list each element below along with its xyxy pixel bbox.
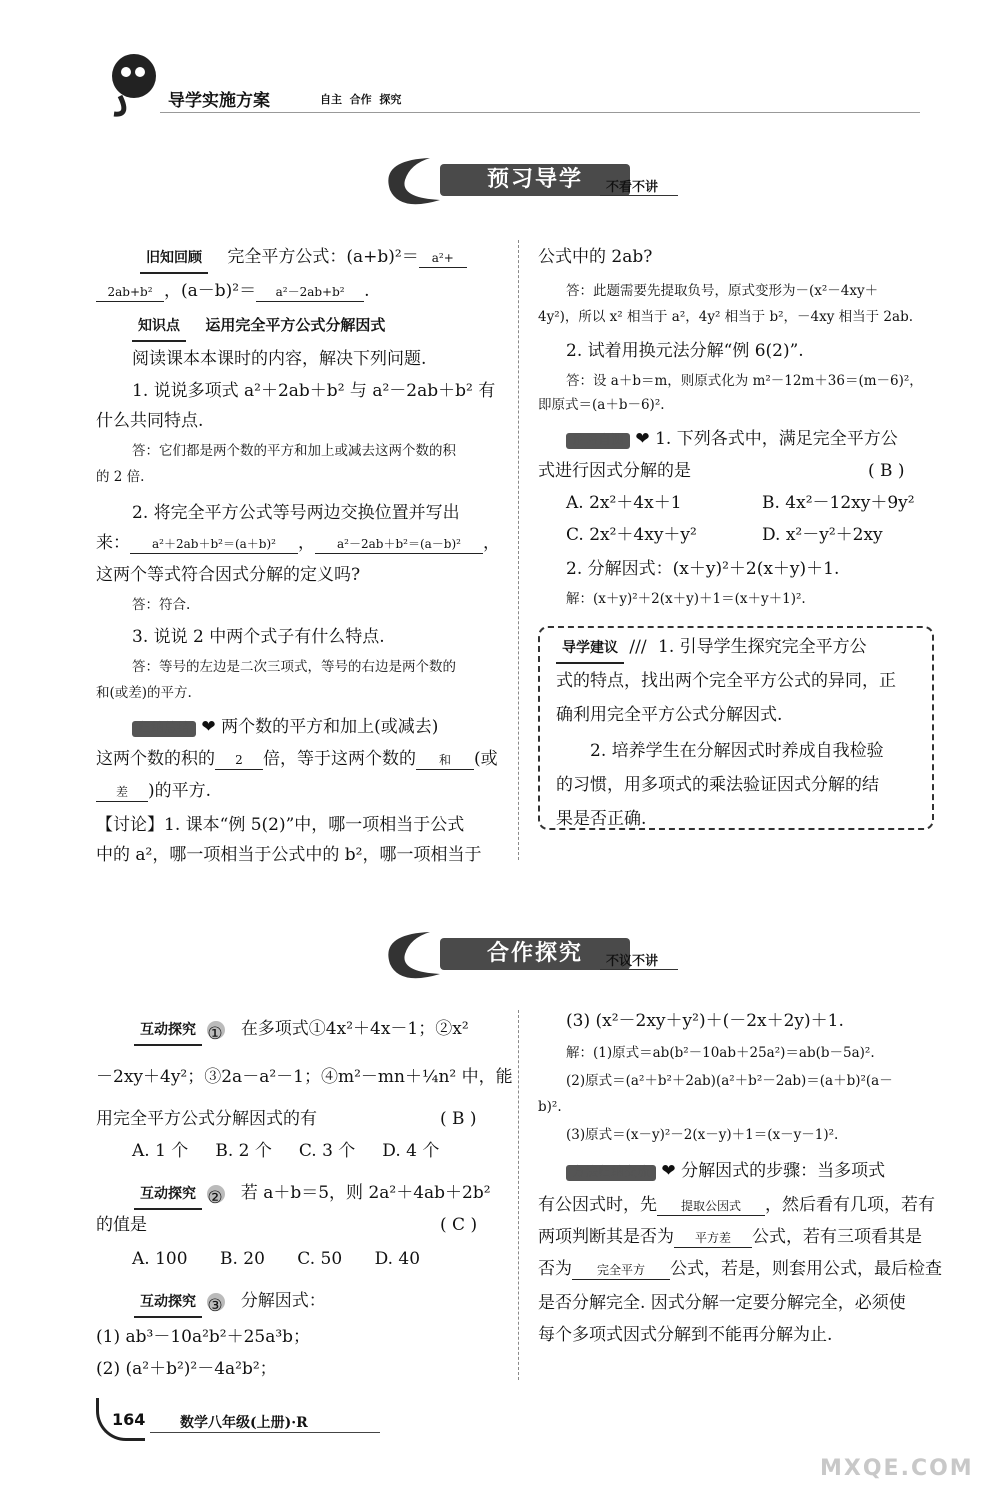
section-banner-preview: 预习导学 不看不讲 bbox=[370, 150, 680, 212]
column-divider-2 bbox=[518, 1010, 519, 1380]
self-test: 预习自测 ❤ 1. 下列各式中，满足完全平方公 bbox=[566, 426, 898, 453]
page-number: 164 bbox=[112, 1410, 146, 1429]
book-title: 数学八年级(上册)·R bbox=[180, 1415, 308, 1431]
footer-swoosh bbox=[96, 1398, 145, 1441]
method-summary: 方法归纳交流 ❤ 分解因式的步骤：当多项式 bbox=[566, 1158, 885, 1185]
review-line-2: 2ab+b² ，(a－b)²＝ a²－2ab+b² . bbox=[96, 278, 370, 305]
flame-icon bbox=[370, 924, 450, 986]
q2: 2. 将完全平方公式等号两边交换位置并写出 bbox=[132, 503, 460, 523]
review-tag: 旧知回顾 bbox=[140, 245, 208, 274]
q3: 3. 说说 2 中两个式子有什么特点. bbox=[132, 627, 385, 647]
mascot-icon bbox=[100, 48, 160, 118]
section-banner-cooperate: 合作探究 不议不讲 bbox=[370, 924, 680, 986]
summary: 归纳总结 ❤ 两个数的平方和加上(或减去) bbox=[132, 714, 438, 741]
header-divider bbox=[160, 112, 920, 113]
review-line: 旧知回顾 完全平方公式：(a+b)²＝ a²+ bbox=[140, 244, 467, 274]
discuss: 【讨论】1. 课本“例 5(2)”中，哪一项相当于公式 bbox=[96, 815, 465, 835]
flame-icon bbox=[370, 150, 450, 212]
q1: 1. 说说多项式 a²＋2ab＋b² 与 a²－2ab＋b² 有 bbox=[132, 381, 496, 401]
watermark: MXQE.COM bbox=[820, 1456, 974, 1481]
answer: 答：它们都是两个数的平方和加上或减去这两个数的积 bbox=[132, 443, 456, 459]
header-title: 导学实施方案 bbox=[168, 91, 270, 111]
knowledge-line: 知识点 运用完全平方公式分解因式 bbox=[132, 312, 385, 342]
header-subtitle: 自主 合作 探究 bbox=[320, 93, 402, 106]
footer-line bbox=[150, 1432, 380, 1433]
column-divider bbox=[518, 240, 519, 860]
intro: 阅读课本本课时的内容，解决下列问题. bbox=[132, 349, 427, 369]
